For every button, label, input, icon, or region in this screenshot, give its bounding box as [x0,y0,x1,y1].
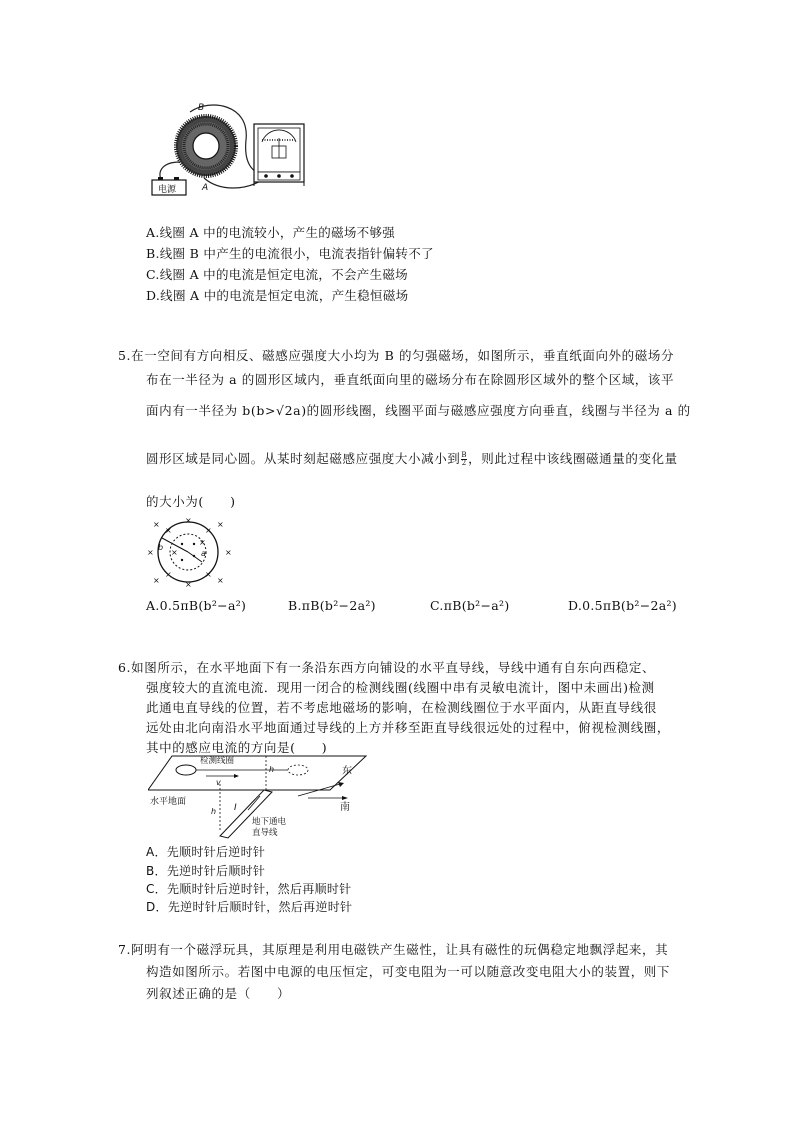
q5-option-b: B.πB(b²−2a²) [288,598,376,613]
coil-label: 检测线圈 [200,756,235,766]
q5-line-4-after-fraction: ，则此过程中该线圈磁通量的变化量 [468,451,678,466]
q5-stem-line-2: 布在一半径为 a 的圆形区域内，垂直纸面向里的磁场分布在除圆形区域外的整个区域，该平 [146,372,675,387]
q6-stem-line-5: 其中的感应电流的方向是( ) [146,740,328,755]
field-into-page-cross-mark: × [199,538,206,547]
field-into-page-cross-mark: × [147,548,154,557]
ground-label: 水平地面 [150,797,187,807]
q4-option-c: C.线圈 A 中的电流是恒定电流，不会产生磁场 [146,267,408,282]
galvanometer [254,124,304,186]
q6-figure [148,752,368,840]
h-label-upper: h [269,765,275,774]
q6-stem-line-1: 6.如图所示，在水平地面下有一条沿东西方向铺设的水平直导线，导线中通有自东向西稳定、 [118,660,656,675]
field-into-page-cross-mark: × [165,570,172,579]
field-into-page-cross-mark: × [205,570,212,579]
field-into-page-cross-mark: × [153,520,160,529]
q5-stem-line-4 [146,449,678,467]
q5-stem-line-5: 的大小为( ) [146,494,236,509]
q5-figure [146,516,238,588]
field-into-page-cross-mark: × [165,526,172,535]
q7-stem-line-3: 列叙述正确的是（ ） [146,986,291,1001]
q5-option-a: A.0.5πB(b²−a²) [146,598,247,613]
fraction-denominator: 2 [461,459,467,467]
coil-b-label: B [198,103,205,113]
q4-option-d: D.线圈 A 中的电流是恒定电流，产生稳恒磁场 [146,288,409,303]
field-out-of-page-dot-mark [181,543,183,545]
q4-figure [150,100,310,196]
fraction-numerator: B [461,451,468,459]
q5-stem-line-3: 面内有一半径为 b(b>√2a)的圆形线圈，线圈平面与磁感应强度方向垂直，线圈与半径为 a 的 [146,403,691,418]
field-into-page-cross-mark: × [153,576,160,585]
field-into-page-cross-mark: × [217,576,224,585]
wire-label-line-1: 地下通电 [252,817,287,827]
field-into-page-cross-mark: × [185,516,192,525]
coil-final-position [288,765,308,775]
east-label: 东 [342,766,352,777]
q6-stem-line-4: 远处由北向南沿水平地面通过导线的上方并移至距直导线很远处的过程中，俯视检测线圈， [146,720,671,735]
wire-label-line-2: 直导线 [252,828,278,838]
velocity-label: v [216,778,221,787]
q6-option-b: B．先逆时针后顺时针 [146,864,266,878]
q5-option-d: D.0.5πB(b²−2a²) [568,598,677,613]
battery-label: 电源 [158,185,177,195]
detection-coil [176,765,196,775]
field-out-of-page-dot-mark [193,555,195,557]
field-into-page-cross-mark: × [225,548,232,557]
toroid-coil [176,116,236,176]
field-into-page-cross-mark: × [205,526,212,535]
q4-option-b: B.线圈 B 中产生的电流很小，电流表指针偏转不了 [146,246,434,261]
radius-b-label: b [158,543,164,552]
q5-stem-line-1: 5.在一空间有方向相反、磁感应强度大小均为 B 的匀强磁场，如图所示，垂直纸面向外的磁场分 [118,348,675,363]
q4-option-a: A.线圈 A 中的电流较小，产生的磁场不够强 [146,225,396,240]
radius-a-label: a [201,549,206,558]
q6-stem-line-2: 强度较大的直流电流．现用一闭合的检测线圈(线圈中串有灵敏电流计，图中未画出)检测 [146,680,655,695]
h-label-lower: h [211,807,217,816]
field-into-page-cross-mark: × [171,548,178,557]
q5-line-4-before-fraction: 圆形区域是同心圆。从某时刻起磁感应强度大小减小到 [146,451,461,466]
coil-a-label: A [202,183,209,193]
q6-option-c: C．先顺时针后逆时针，然后再顺时针 [146,882,352,896]
battery [152,177,186,195]
b-over-2-fraction [461,452,467,467]
q7-stem-line-1: 7.阿明有一个磁浮玩具，其原理是利用电磁铁产生磁性，让具有磁性的玩偶稳定地飘浮起来，其 [118,942,669,957]
field-out-of-page-dot-mark [193,543,195,545]
q6-option-d: D．先逆时针后顺时针，然后再逆时针 [146,900,353,914]
q7-stem-line-2: 构造如图所示。若图中电源的电压恒定，可变电阻为一可以随意改变电阻大小的装置，则下 [146,964,671,979]
q6-stem-line-3: 此通电直导线的位置，若不考虑地磁场的影响，在检测线圈位于水平面内，从距直导线很 [146,700,657,715]
field-into-page-cross-mark: × [185,580,192,588]
q6-option-a: A．先顺时针后逆时针 [146,845,266,859]
q5-option-c: C.πB(b²−a²) [430,598,510,613]
radius-a-line [188,552,202,562]
south-label: 南 [340,802,350,813]
current-label: I [234,803,237,813]
field-out-of-page-dot-mark [181,559,183,561]
field-into-page-cross-mark: × [217,520,224,529]
